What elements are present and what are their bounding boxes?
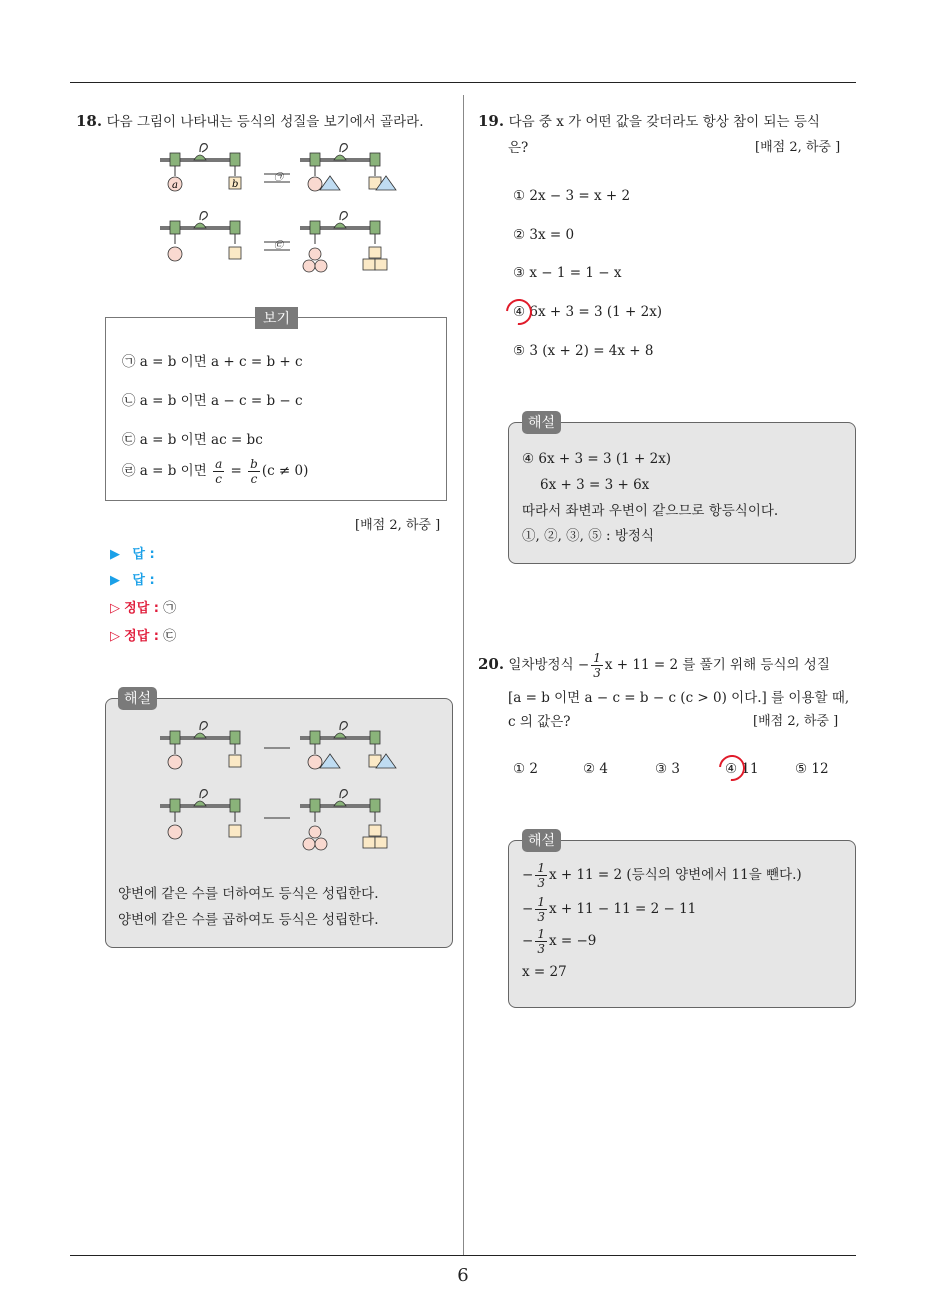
sol-fig-b-box [229,755,241,767]
q18-solution-line-1: 양변에 같은 수를 더하여도 등식은 성립한다. [118,886,379,902]
q20-text-2: [a = b 이면 a − c = b − c (c > 0) 이다.] 를 이용할 때, [508,690,850,706]
fig-b-stack-left [363,259,375,270]
q18-option-3: ㉢ a = b 이면 ac = bc [122,432,263,448]
sol-fig-a-circle-3 [168,825,182,839]
q20-number: 20. [478,655,505,673]
sol-fig-a-circle-2 [308,755,322,769]
q20-choice-3[interactable]: ③ 3 [655,761,680,777]
q18-solution-line-2: 양변에 같은 수를 곱하여도 등식은 성립한다. [118,912,379,928]
q20-choice-5[interactable]: ⑤ 12 [795,761,829,777]
q18-solution-tag: 해설 [118,687,157,710]
sol-fig-b-stack-left [363,837,375,848]
q18-bogi-label: 보기 [255,307,298,329]
q20-solution-tag: 해설 [522,829,561,852]
q20-choice-2[interactable]: ② 4 [583,761,608,777]
sol-fig-a-stack-top [309,826,321,838]
fig-eq1: ㉠ [274,173,284,183]
q18-balance-figure [160,140,400,280]
column-divider [463,95,464,1255]
q19-choice-5[interactable]: ⑤ 3 (x + 2) = 4x + 8 [513,343,654,359]
fig-c-triangle [320,176,340,190]
q20-solution-line-2: − $\frac{1}{3}$ x + 11 − 11 = 2 − 11 [522,895,697,924]
q19-solution-line-4: ①, ②, ③, ⑤ : 방정식 [522,528,655,544]
q19-solution-line-3: 따라서 좌변과 우변이 같으므로 항등식이다. [522,503,779,519]
q18-correct-2: ▷ 정답 : ㉢ [110,629,177,644]
q19-solution-line-1: ④ 6x + 3 = 3 (1 + 2x) [522,451,672,467]
fig-a-circle-2 [308,177,322,191]
q18-correct-1: ▷ 정답 : ㉠ [110,601,177,616]
q19-answer-circle-icon [501,294,538,331]
q19-solution-line-2: 6x + 3 = 3 + 6x [540,477,650,493]
q18-option-1: ㉠ a = b 이면 a + c = b + c [122,354,303,370]
q20-score: [배점 2, 하중 ] [753,714,839,729]
fig-a: a [172,180,178,191]
q19-number: 19. [478,112,505,130]
fig-eq2: ㉢ [274,241,284,251]
q19-prompt [478,110,820,130]
q18-text: 다음 그림이 나타내는 등식의 성질을 보기에서 골라라. [106,114,424,130]
q20-text-3: c 의 값은? [508,714,571,730]
q19-text: 다음 중 x 가 어떤 값을 갖더라도 항상 참이 되는 등식 [508,114,820,130]
q19-score: [배점 2, 하중 ] [755,140,841,155]
q20-solution-line-4: x = 27 [522,964,567,980]
q18-answer-2[interactable]: ▶ 답 : [110,573,155,588]
sol-fig-a-stack-right [315,838,327,850]
fig-b-box-3 [229,247,241,259]
q19-solution-tag: 해설 [522,411,561,434]
fig-a-circle-3 [168,247,182,261]
sol-fig-b-stack-top [369,825,381,836]
q20-choice-1[interactable]: ① 2 [513,761,538,777]
q19-text-2: 은? [508,140,529,156]
q18-prompt [76,110,424,130]
q19-choice-1[interactable]: ① 2x − 3 = x + 2 [513,188,631,204]
page-number: 6 [457,1265,469,1286]
sol-fig-c-triangle [320,754,340,768]
fig-b-stack-top [369,247,381,258]
q19-choice-4[interactable]: ④ 6x + 3 = 3 (1 + 2x) [513,304,663,320]
q18-option-4: ㉣ a = b 이면 $\frac{a}{c}$ = $\frac{b}{c}$ (c ≠ 0) [122,457,309,486]
fig-a-stack-right [315,260,327,272]
footer-rule [70,1255,856,1256]
q19-choice-2[interactable]: ② 3x = 0 [513,227,575,243]
sol-fig-b-stack-right [375,837,387,848]
q19-choice-3[interactable]: ③ x − 1 = 1 − x [513,265,622,281]
fig-b-stack-right [375,259,387,270]
sol-fig-a-stack-left [303,838,315,850]
q20-answer-circle-icon [714,750,751,787]
header-rule [70,82,856,83]
q20-prompt: 20. 일차방정식 − $\frac{1}{3}$ x + 11 = 2 를 풀기 위해 등식의 성질 [478,651,830,680]
q20-choice-4[interactable]: ④ 11 [725,761,759,777]
q18-number: 18. [76,112,103,130]
q18-score: [배점 2, 하중 ] [355,518,441,533]
q18-solution-figure [160,718,400,858]
fig-a-stack-left [303,260,315,272]
q20-solution-line-1: − $\frac{1}{3}$ x + 11 = 2 (등식의 양변에서 11을 뺀다.) [522,861,802,890]
sol-fig-a-circle [168,755,182,769]
q18-answer-1[interactable]: ▶ 답 : [110,547,155,562]
q18-option-2: ㉡ a = b 이면 a − c = b − c [122,393,303,409]
sol-fig-b-box-3 [229,825,241,837]
fig-b: b [232,179,239,190]
q20-solution-line-3: − $\frac{1}{3}$ x = −9 [522,927,597,956]
fig-a-stack-top [309,248,321,260]
